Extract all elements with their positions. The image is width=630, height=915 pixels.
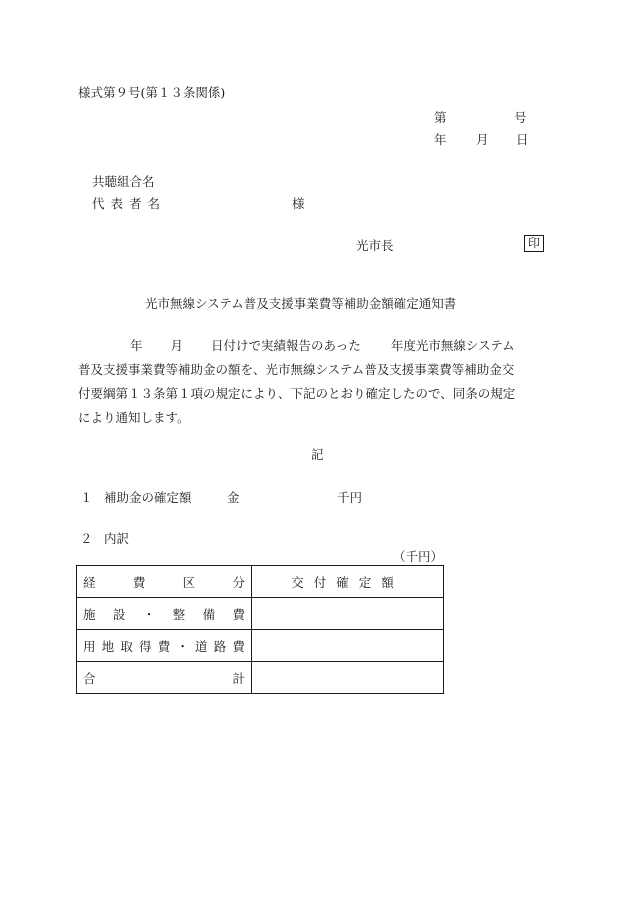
seal-stamp: 印 — [524, 235, 544, 252]
document-title: 光市無線システム普及支援事業費等補助金額確定通知書 — [145, 296, 457, 311]
row-char: 設 — [112, 606, 126, 622]
body-line-3: 付要綱第１３条第１項の規定により、下記のとおり確定したので、同条の規定 — [78, 386, 516, 401]
row-char: ・ — [142, 606, 156, 622]
row-char: 地 — [101, 638, 115, 654]
body-year: 年 — [130, 338, 143, 353]
table-total-row — [77, 662, 444, 694]
body-line-2: 普及支援事業費等補助金の額を、光市無線システム普及支援事業費等補助金交 — [78, 362, 515, 377]
row-char: 取 — [120, 638, 133, 654]
item-1-number: １ — [80, 490, 93, 505]
body-line-1 — [78, 334, 558, 358]
number-prefix: 第 — [434, 110, 447, 125]
table-header-row — [77, 566, 444, 598]
row-char: 道 — [195, 638, 208, 654]
body-fiscal-year-text: 年度光市無線システム — [390, 338, 515, 353]
body-paragraph — [78, 334, 558, 430]
item-1-kin: 金 — [227, 490, 240, 505]
row-char: 費 — [232, 606, 245, 622]
row-char: 計 — [232, 670, 245, 686]
item-2-breakdown — [80, 529, 130, 547]
body-month: 月 — [170, 338, 184, 353]
row-amount-cell — [252, 662, 444, 694]
item-2-label: 内訳 — [104, 531, 130, 546]
addressee-representative: 代表者名 — [92, 196, 167, 211]
table-unit-note: （千円） — [393, 549, 444, 564]
table-row — [77, 598, 444, 630]
ki-heading: 記 — [311, 447, 324, 462]
header-char: 経 — [83, 574, 96, 590]
date-year: 年 — [434, 132, 447, 147]
header-amount-cell: 交付確定額 — [252, 566, 444, 598]
header-char: 費 — [132, 574, 146, 590]
row-amount-cell — [252, 630, 444, 662]
issuer-name: 光市長 — [356, 238, 394, 253]
number-suffix: 号 — [514, 110, 527, 125]
row-char: 路 — [213, 638, 227, 654]
date-day: 日 — [516, 132, 529, 147]
addressee-org: 共聴組合名 — [92, 174, 155, 189]
row-category-cell — [77, 662, 252, 694]
row-char: 整 — [172, 606, 186, 622]
addressee-honorific: 様 — [292, 196, 305, 211]
body-line-4: により通知します。 — [78, 410, 190, 425]
row-char: 施 — [83, 606, 96, 622]
date-month: 月 — [476, 132, 489, 147]
body-report-text: 日付けで実績報告のあった — [211, 338, 361, 353]
header-char: 区 — [182, 574, 196, 590]
row-char: 費 — [232, 638, 245, 654]
row-char: 備 — [202, 606, 216, 622]
header-char: 分 — [232, 574, 245, 590]
row-char: ・ — [176, 638, 189, 654]
item-1-unit: 千円 — [337, 490, 363, 505]
breakdown-table — [76, 565, 444, 694]
addressee-representative-line — [92, 194, 305, 212]
row-char: 費 — [157, 638, 171, 654]
row-amount-cell — [252, 598, 444, 630]
row-char: 用 — [83, 638, 96, 654]
row-char: 得 — [139, 638, 152, 654]
table-row — [77, 630, 444, 662]
item-2-number: ２ — [80, 531, 93, 546]
header-category-cell — [77, 566, 252, 598]
item-1-confirmed-amount — [80, 488, 363, 506]
form-number-label: 様式第９号(第１３条関係) — [78, 85, 226, 100]
row-category-cell — [77, 598, 252, 630]
row-char: 合 — [83, 670, 96, 686]
item-1-label: 補助金の確定額 — [104, 490, 192, 505]
row-category-cell — [77, 630, 252, 662]
